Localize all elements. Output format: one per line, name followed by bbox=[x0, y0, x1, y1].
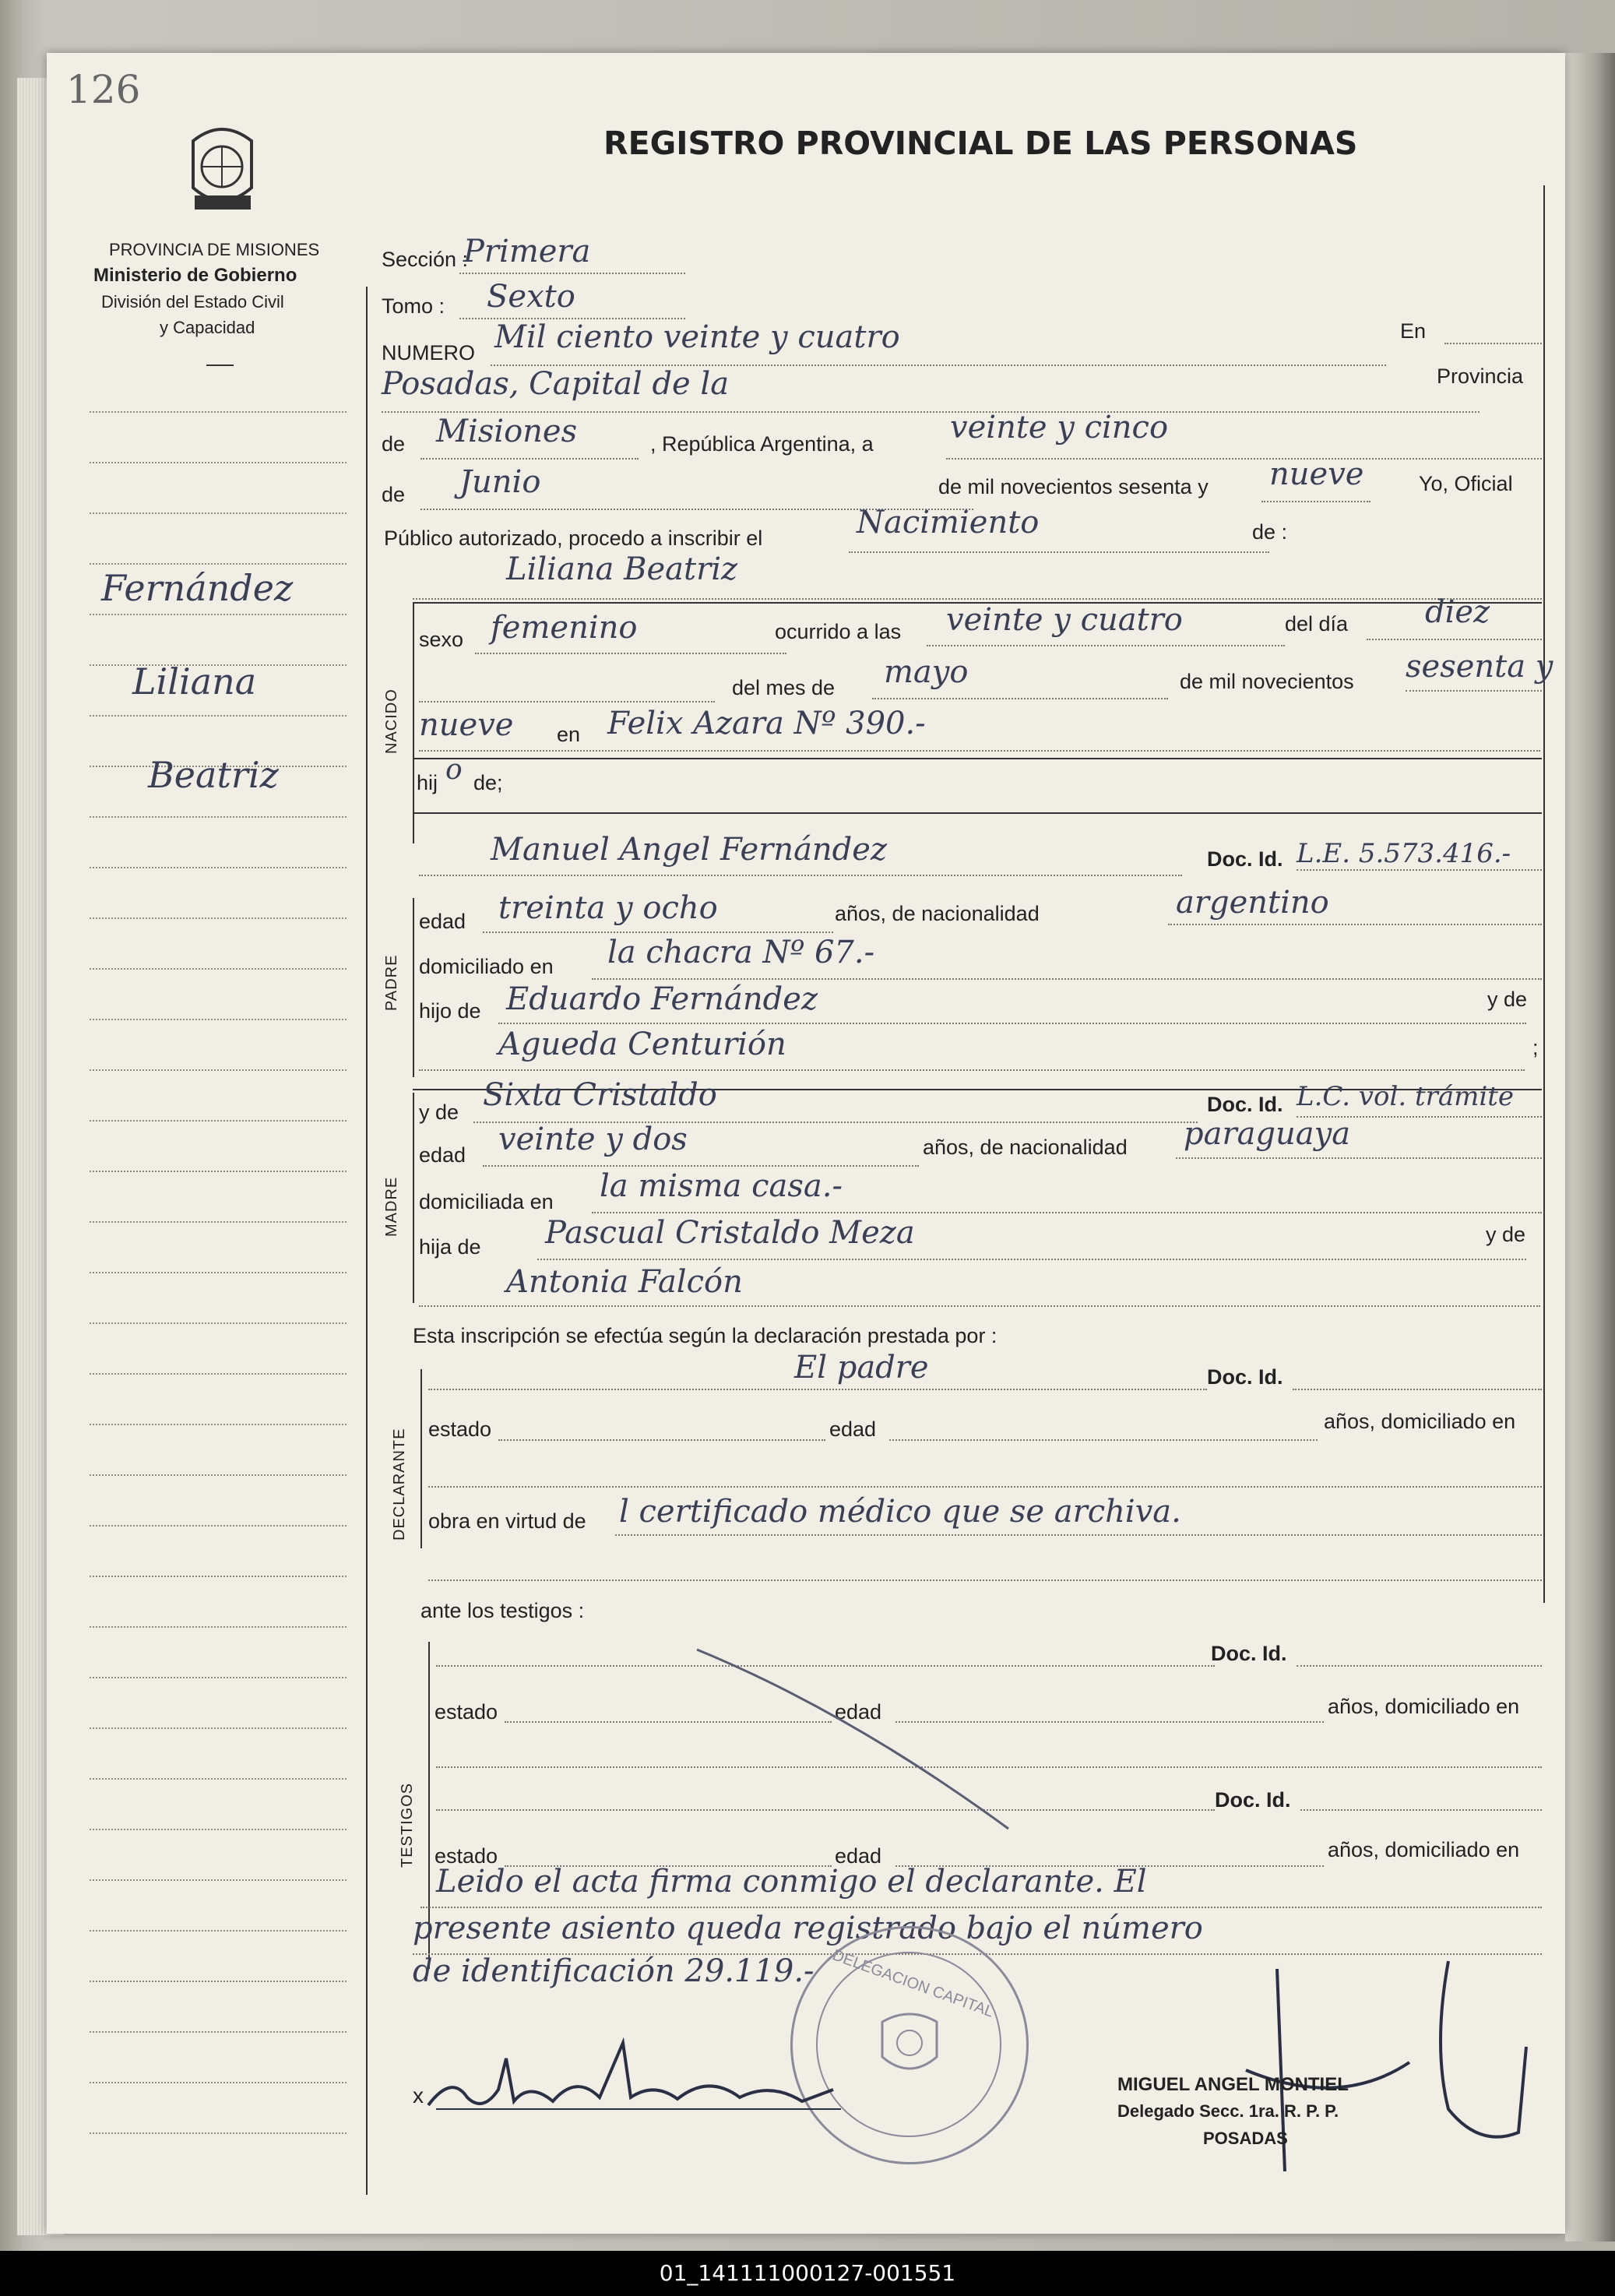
fill-line bbox=[420, 458, 639, 460]
cancel-stroke bbox=[693, 1642, 1020, 1836]
fill-line bbox=[498, 1439, 825, 1441]
value-obra: l certificado médico que se archiva. bbox=[619, 1494, 1181, 1530]
value-declarante: El padre bbox=[794, 1350, 929, 1386]
label-madre-y-de: y de bbox=[419, 1100, 459, 1124]
section-bracket bbox=[420, 1369, 422, 1548]
section-label-padre: PADRE bbox=[383, 954, 400, 1011]
margin-rule bbox=[90, 1120, 347, 1122]
fill-line bbox=[419, 875, 1182, 876]
label-mil-novecientos: de mil novecientos sesenta y bbox=[938, 475, 1209, 498]
fill-line bbox=[1444, 343, 1542, 344]
label-testigo1-estado: estado bbox=[435, 1700, 498, 1724]
margin-rule bbox=[90, 1272, 347, 1273]
section-bracket bbox=[413, 898, 414, 1077]
fill-line bbox=[1261, 501, 1370, 502]
label-madre-y-de-2: y de bbox=[1486, 1223, 1526, 1246]
register-page bbox=[47, 53, 1565, 2234]
office-line-3: División del Estado Civil bbox=[101, 292, 284, 312]
section-bracket bbox=[413, 602, 414, 843]
page-number: 126 bbox=[66, 67, 141, 112]
official-title: Delegado Secc. 1ra. R. P. P. bbox=[1117, 2101, 1339, 2121]
note-line-1: Leido el acta firma conmigo el declarante. El bbox=[436, 1864, 1147, 1900]
margin-rule bbox=[90, 1829, 347, 1830]
margin-rule bbox=[90, 462, 347, 463]
fill-line bbox=[1168, 924, 1542, 925]
margin-rule bbox=[90, 2132, 347, 2134]
label-publico: Público autorizado, procedo a inscribir el bbox=[384, 526, 763, 550]
margin-first-name: Liliana bbox=[132, 660, 257, 703]
label-de-1: de bbox=[382, 432, 406, 456]
label-testigo2-doc: Doc. Id. bbox=[1215, 1788, 1291, 1812]
fill-line bbox=[592, 1212, 1542, 1213]
label-ocurrido: ocurrido a las bbox=[775, 620, 902, 643]
fill-line bbox=[428, 1579, 1542, 1581]
value-abuela-paterna: Agueda Centurión bbox=[498, 1027, 786, 1062]
fill-line bbox=[459, 273, 685, 274]
value-anio: nueve bbox=[1269, 456, 1364, 492]
label-de-colon: de : bbox=[1252, 520, 1288, 544]
office-divider bbox=[206, 364, 234, 366]
label-padre-anos: años, de nacionalidad bbox=[835, 902, 1040, 925]
note-line-3: de identificación 29.119.- bbox=[413, 1953, 815, 1989]
label-yo-oficial: Yo, Oficial bbox=[1419, 472, 1513, 495]
fill-line bbox=[1367, 639, 1542, 640]
fill-line bbox=[1176, 1157, 1542, 1159]
value-lugar: Posadas, Capital de la bbox=[382, 366, 730, 402]
label-de-mil: de mil novecientos bbox=[1180, 670, 1354, 693]
fill-line bbox=[889, 1439, 1318, 1441]
margin-rule bbox=[90, 2031, 347, 2033]
fill-line bbox=[419, 750, 1540, 752]
value-seccion: Primera bbox=[463, 234, 591, 269]
margin-rule bbox=[90, 1525, 347, 1527]
label-numero: NUMERO bbox=[382, 341, 475, 364]
label-padre-dom: domiciliado en bbox=[419, 955, 554, 978]
fill-line bbox=[615, 1534, 1542, 1536]
margin-rule bbox=[90, 1727, 347, 1729]
section-label-madre: MADRE bbox=[383, 1176, 400, 1237]
value-madre: Sixta Cristaldo bbox=[483, 1077, 717, 1113]
label-hijo: hij bbox=[417, 771, 438, 794]
stamp-text: DELEGACION CAPITAL bbox=[829, 1946, 996, 2021]
margin-rule bbox=[90, 614, 347, 615]
margin-rule bbox=[90, 1221, 347, 1223]
margin-rule bbox=[90, 1069, 347, 1071]
fill-line bbox=[872, 698, 1168, 699]
label-declarante-anos: años, domiciliado en bbox=[1324, 1410, 1516, 1433]
value-fecha-dia: veinte y cinco bbox=[950, 410, 1169, 445]
label-testigo2-edad: edad bbox=[835, 1844, 882, 1868]
value-provincia: Misiones bbox=[436, 414, 578, 449]
note-line-2: presente asiento queda registrado bajo el número bbox=[413, 1910, 1203, 1946]
fill-line bbox=[483, 931, 833, 933]
fill-line bbox=[498, 1023, 1526, 1024]
fill-line bbox=[475, 653, 786, 654]
value-madre-nac: paraguaya bbox=[1184, 1116, 1351, 1152]
section-bracket bbox=[413, 1093, 414, 1303]
page-right-edge bbox=[1565, 53, 1615, 2241]
label-padre-doc: Doc. Id. bbox=[1207, 847, 1283, 871]
fill-line bbox=[419, 1069, 1525, 1071]
section-rule bbox=[413, 758, 1542, 759]
fill-line bbox=[420, 1907, 1542, 1908]
official-city: POSADAS bbox=[1203, 2129, 1288, 2148]
form-left-border bbox=[366, 287, 368, 2195]
margin-rule bbox=[90, 867, 347, 868]
label-provincia: Provincia bbox=[1437, 364, 1524, 388]
fill-line bbox=[1406, 690, 1542, 692]
provincial-seal-icon bbox=[178, 121, 267, 215]
value-dia: diez bbox=[1425, 594, 1490, 630]
section-label-testigos: TESTIGOS bbox=[399, 1782, 416, 1868]
value-anio-nac-2: nueve bbox=[419, 707, 514, 743]
value-abuelo-materno: Pascual Cristaldo Meza bbox=[545, 1215, 915, 1251]
value-hora: veinte y cuatro bbox=[946, 602, 1183, 638]
value-acto: Nacimiento bbox=[857, 505, 1040, 541]
margin-rule bbox=[90, 1424, 347, 1425]
fill-line bbox=[1297, 869, 1542, 871]
label-sexo: sexo bbox=[419, 628, 464, 651]
fill-line bbox=[413, 598, 1542, 600]
label-republica: , República Argentina, a bbox=[650, 432, 874, 456]
registry-title: REGISTRO PROVINCIAL DE LAS PERSONAS bbox=[603, 125, 1358, 162]
label-testigo1-anos: años, domiciliado en bbox=[1328, 1695, 1520, 1718]
margin-rule bbox=[90, 1322, 347, 1324]
office-line-1: PROVINCIA DE MISIONES bbox=[109, 240, 320, 259]
margin-second-name: Beatriz bbox=[148, 754, 279, 796]
value-tomo: Sexto bbox=[487, 279, 575, 315]
label-testigo1-edad: edad bbox=[835, 1700, 882, 1724]
margin-rule bbox=[90, 411, 347, 413]
label-declarante-estado: estado bbox=[428, 1417, 492, 1441]
fill-line bbox=[537, 1259, 1526, 1260]
margin-rule bbox=[90, 968, 347, 970]
margin-rule bbox=[90, 1626, 347, 1628]
declarant-signature bbox=[420, 2027, 888, 2136]
label-madre-anos: años, de nacionalidad bbox=[923, 1136, 1128, 1159]
section-label-nacido: NACIDO bbox=[383, 688, 400, 754]
label-declarante-doc: Doc. Id. bbox=[1207, 1365, 1283, 1389]
fill-line bbox=[1293, 1389, 1542, 1390]
office-line-2: Ministerio de Gobierno bbox=[93, 265, 297, 286]
label-testigo2-estado: estado bbox=[435, 1844, 498, 1868]
value-mes: mayo bbox=[884, 654, 969, 690]
value-padre-dom: la chacra Nº 67.- bbox=[607, 935, 875, 970]
label-testigo2-anos: años, domiciliado en bbox=[1328, 1838, 1520, 1861]
label-padre-y-de: y de bbox=[1487, 988, 1528, 1011]
fill-line bbox=[483, 1165, 919, 1167]
label-esta-inscripcion: Esta inscripción se efectúa según la declaración prestada por : bbox=[413, 1324, 998, 1347]
margin-rule bbox=[90, 1677, 347, 1678]
margin-rule bbox=[90, 1778, 347, 1780]
fill-line bbox=[428, 1486, 1542, 1488]
label-declarante-edad: edad bbox=[829, 1417, 877, 1441]
value-padre-nac: argentino bbox=[1176, 885, 1329, 921]
fill-line bbox=[946, 458, 1542, 460]
margin-rule bbox=[90, 1981, 347, 1982]
label-en-nac: en bbox=[557, 723, 581, 746]
fill-line bbox=[382, 411, 1480, 413]
margin-rule bbox=[90, 512, 347, 514]
label-madre-edad: edad bbox=[419, 1143, 466, 1167]
signer-x: x bbox=[413, 2083, 424, 2108]
section-label-declarante: DECLARANTE bbox=[391, 1428, 408, 1541]
value-sexo: femenino bbox=[491, 610, 638, 646]
margin-surname: Fernández bbox=[101, 567, 294, 609]
image-id-footer: 01_141111000127-001551 bbox=[0, 2251, 1615, 2296]
label-padre-edad: edad bbox=[419, 910, 466, 933]
margin-rule bbox=[90, 715, 347, 717]
fill-line bbox=[419, 701, 715, 703]
office-line-4: y Capacidad bbox=[160, 318, 255, 337]
label-de-semicolon: de; bbox=[473, 771, 503, 794]
section-rule bbox=[413, 812, 1542, 814]
value-padre-doc: L.E. 5.573.416.- bbox=[1297, 838, 1511, 869]
value-anio-nac: sesenta y bbox=[1406, 649, 1553, 685]
margin-rule bbox=[90, 1171, 347, 1172]
fill-line bbox=[592, 978, 1542, 980]
form-right-border bbox=[1543, 185, 1545, 1603]
label-madre-dom: domiciliada en bbox=[419, 1190, 554, 1213]
margin-rule bbox=[90, 816, 347, 818]
value-padre-edad: treinta y ocho bbox=[498, 890, 718, 926]
label-en: En bbox=[1400, 319, 1427, 343]
label-del-mes: del mes de bbox=[732, 676, 836, 699]
margin-rule bbox=[90, 563, 347, 565]
value-madre-doc: L.C. vol. trámite bbox=[1297, 1081, 1515, 1112]
fill-line bbox=[419, 1305, 1540, 1307]
label-madre-hija-de: hija de bbox=[419, 1235, 481, 1259]
margin-rule bbox=[90, 1879, 347, 1881]
value-madre-dom: la misma casa.- bbox=[600, 1168, 843, 1204]
value-madre-edad: veinte y dos bbox=[498, 1122, 688, 1157]
value-numero: Mil ciento veinte y cuatro bbox=[494, 319, 900, 355]
label-seccion: Sección : bbox=[382, 248, 469, 271]
label-del-dia: del día bbox=[1285, 612, 1349, 636]
fill-line bbox=[849, 551, 1269, 553]
value-hijo-o: o bbox=[445, 754, 463, 786]
value-lugar-nac: Felix Azara Nº 390.- bbox=[607, 706, 926, 741]
label-de-2: de bbox=[382, 483, 406, 506]
margin-rule bbox=[90, 2082, 347, 2083]
label-ante: ante los testigos : bbox=[420, 1599, 585, 1622]
value-abuela-materna: Antonia Falcón bbox=[506, 1264, 743, 1300]
label-testigo1-doc: Doc. Id. bbox=[1211, 1642, 1287, 1665]
label-padre-semicolon: ; bbox=[1532, 1036, 1539, 1059]
fill-line bbox=[1297, 1665, 1542, 1667]
value-abuelo-paterno: Eduardo Fernández bbox=[506, 981, 818, 1017]
label-obra: obra en virtud de bbox=[428, 1509, 586, 1533]
label-tomo: Tomo : bbox=[382, 294, 445, 318]
fill-line bbox=[927, 645, 1285, 646]
fill-line bbox=[1300, 1809, 1542, 1811]
value-nombre: Liliana Beatriz bbox=[506, 551, 738, 587]
margin-rule bbox=[90, 1373, 347, 1375]
value-padre: Manuel Angel Fernández bbox=[491, 832, 888, 868]
margin-rule bbox=[90, 1930, 347, 1932]
margin-rule bbox=[90, 917, 347, 919]
value-fecha-mes: Junio bbox=[459, 464, 541, 500]
margin-rule bbox=[90, 1576, 347, 1577]
label-padre-hijo-de: hijo de bbox=[419, 999, 481, 1023]
official-name: MIGUEL ANGEL MONTIEL bbox=[1117, 2074, 1349, 2095]
fill-line bbox=[428, 1389, 1207, 1390]
label-madre-doc: Doc. Id. bbox=[1207, 1093, 1283, 1116]
margin-rule bbox=[90, 1474, 347, 1476]
margin-rule bbox=[90, 1019, 347, 1020]
